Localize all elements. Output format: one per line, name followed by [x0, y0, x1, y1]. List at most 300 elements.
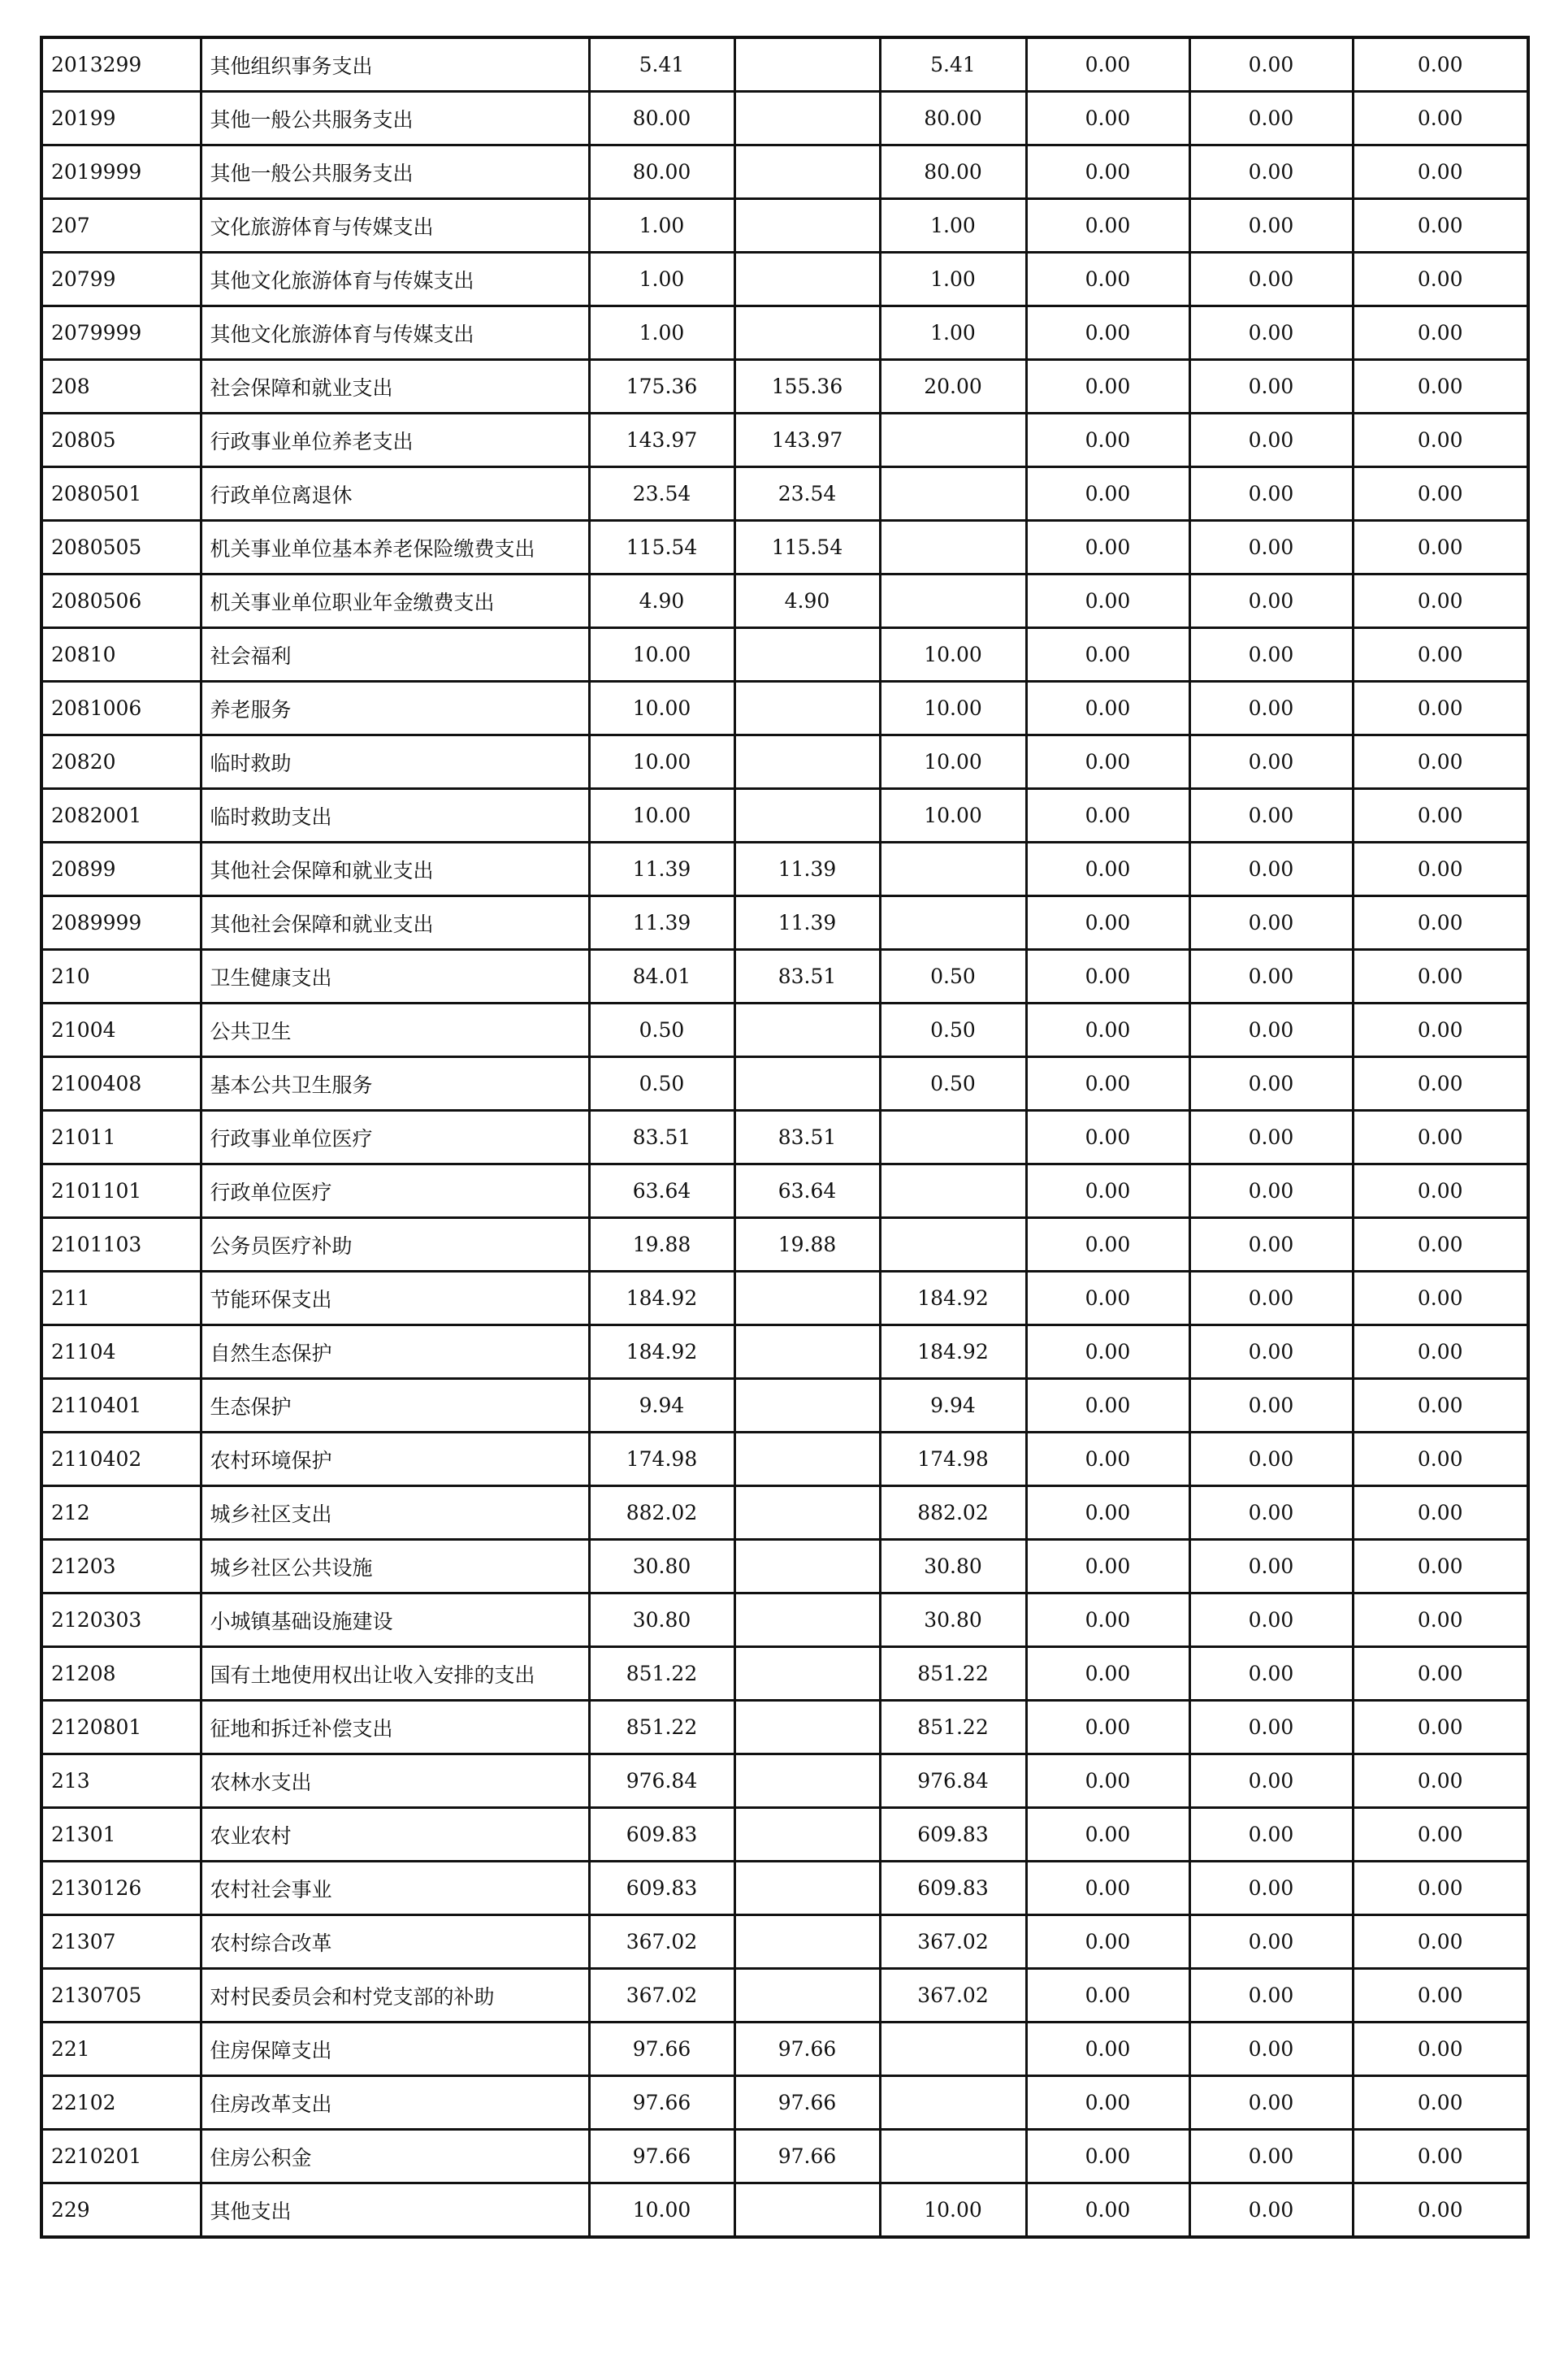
- subject-code-cell: 2130705: [41, 1969, 201, 2023]
- other-amount-1-cell: 0.00: [1026, 37, 1189, 92]
- other-amount-3-cell: 0.00: [1353, 1218, 1528, 1272]
- other-amount-3-cell: 0.00: [1353, 735, 1528, 789]
- other-amount-2-cell: 0.00: [1189, 306, 1353, 360]
- other-amount-2-cell: 0.00: [1189, 1862, 1353, 1915]
- other-amount-3-cell: 0.00: [1353, 1701, 1528, 1754]
- project-expenditure-cell: 1.00: [880, 253, 1026, 306]
- other-amount-2-cell: 0.00: [1189, 896, 1353, 950]
- project-expenditure-cell: 0.50: [880, 1004, 1026, 1057]
- other-amount-1-cell: 0.00: [1026, 1647, 1189, 1701]
- project-expenditure-cell: 1.00: [880, 306, 1026, 360]
- total-amount-cell: 11.39: [589, 896, 734, 950]
- project-expenditure-cell: 10.00: [880, 628, 1026, 682]
- other-amount-1-cell: 0.00: [1026, 2130, 1189, 2183]
- basic-expenditure-cell: [734, 1862, 880, 1915]
- other-amount-1-cell: 0.00: [1026, 735, 1189, 789]
- subject-code-cell: 2082001: [41, 789, 201, 843]
- other-amount-2-cell: 0.00: [1189, 735, 1353, 789]
- other-amount-1-cell: 0.00: [1026, 1593, 1189, 1647]
- table-row: [41, 2130, 1528, 2183]
- other-amount-3-cell: 0.00: [1353, 1969, 1528, 2023]
- total-amount-cell: 23.54: [589, 467, 734, 521]
- table-row: [41, 1915, 1528, 1969]
- total-amount-cell: 367.02: [589, 1915, 734, 1969]
- total-amount-cell: 11.39: [589, 843, 734, 896]
- subject-name-cell: 临时救助: [201, 735, 589, 789]
- other-amount-2-cell: 0.00: [1189, 1969, 1353, 2023]
- other-amount-3-cell: 0.00: [1353, 1808, 1528, 1862]
- other-amount-1-cell: 0.00: [1026, 360, 1189, 414]
- other-amount-1-cell: 0.00: [1026, 145, 1189, 199]
- other-amount-3-cell: 0.00: [1353, 306, 1528, 360]
- subject-code-cell: 213: [41, 1754, 201, 1808]
- table-row: [41, 896, 1528, 950]
- subject-name-cell: 其他组织事务支出: [201, 37, 589, 92]
- project-expenditure-cell: [880, 574, 1026, 628]
- other-amount-3-cell: 0.00: [1353, 1647, 1528, 1701]
- other-amount-2-cell: 0.00: [1189, 1218, 1353, 1272]
- subject-code-cell: 2110402: [41, 1433, 201, 1486]
- total-amount-cell: 63.64: [589, 1164, 734, 1218]
- other-amount-3-cell: 0.00: [1353, 1862, 1528, 1915]
- other-amount-3-cell: 0.00: [1353, 2023, 1528, 2076]
- project-expenditure-cell: 976.84: [880, 1754, 1026, 1808]
- total-amount-cell: 184.92: [589, 1272, 734, 1325]
- basic-expenditure-cell: [734, 2183, 880, 2238]
- table-row: [41, 1004, 1528, 1057]
- project-expenditure-cell: 851.22: [880, 1701, 1026, 1754]
- total-amount-cell: 10.00: [589, 2183, 734, 2238]
- other-amount-1-cell: 0.00: [1026, 1164, 1189, 1218]
- subject-code-cell: 2120801: [41, 1701, 201, 1754]
- table-row: [41, 92, 1528, 145]
- subject-code-cell: 2080501: [41, 467, 201, 521]
- other-amount-1-cell: 0.00: [1026, 950, 1189, 1004]
- other-amount-2-cell: 0.00: [1189, 1433, 1353, 1486]
- other-amount-2-cell: 0.00: [1189, 37, 1353, 92]
- other-amount-1-cell: 0.00: [1026, 521, 1189, 574]
- subject-code-cell: 21307: [41, 1915, 201, 1969]
- other-amount-2-cell: 0.00: [1189, 199, 1353, 253]
- subject-name-cell: 行政事业单位医疗: [201, 1111, 589, 1164]
- other-amount-2-cell: 0.00: [1189, 1004, 1353, 1057]
- subject-code-cell: 208: [41, 360, 201, 414]
- total-amount-cell: 175.36: [589, 360, 734, 414]
- basic-expenditure-cell: 11.39: [734, 896, 880, 950]
- total-amount-cell: 30.80: [589, 1593, 734, 1647]
- subject-name-cell: 住房保障支出: [201, 2023, 589, 2076]
- table-row: [41, 521, 1528, 574]
- other-amount-3-cell: 0.00: [1353, 1057, 1528, 1111]
- subject-name-cell: 公务员医疗补助: [201, 1218, 589, 1272]
- other-amount-1-cell: 0.00: [1026, 1272, 1189, 1325]
- basic-expenditure-cell: [734, 1969, 880, 2023]
- table-row: [41, 1647, 1528, 1701]
- subject-name-cell: 公共卫生: [201, 1004, 589, 1057]
- other-amount-3-cell: 0.00: [1353, 682, 1528, 735]
- basic-expenditure-cell: 97.66: [734, 2130, 880, 2183]
- other-amount-3-cell: 0.00: [1353, 360, 1528, 414]
- other-amount-2-cell: 0.00: [1189, 1808, 1353, 1862]
- project-expenditure-cell: 30.80: [880, 1540, 1026, 1593]
- subject-code-cell: 212: [41, 1486, 201, 1540]
- subject-code-cell: 20810: [41, 628, 201, 682]
- basic-expenditure-cell: 83.51: [734, 1111, 880, 1164]
- other-amount-3-cell: 0.00: [1353, 950, 1528, 1004]
- other-amount-3-cell: 0.00: [1353, 145, 1528, 199]
- subject-name-cell: 节能环保支出: [201, 1272, 589, 1325]
- other-amount-1-cell: 0.00: [1026, 896, 1189, 950]
- subject-name-cell: 其他文化旅游体育与传媒支出: [201, 253, 589, 306]
- subject-name-cell: 机关事业单位职业年金缴费支出: [201, 574, 589, 628]
- other-amount-2-cell: 0.00: [1189, 360, 1353, 414]
- project-expenditure-cell: 20.00: [880, 360, 1026, 414]
- other-amount-2-cell: 0.00: [1189, 1486, 1353, 1540]
- other-amount-1-cell: 0.00: [1026, 1915, 1189, 1969]
- other-amount-1-cell: 0.00: [1026, 1969, 1189, 2023]
- basic-expenditure-cell: [734, 1379, 880, 1433]
- basic-expenditure-cell: [734, 1701, 880, 1754]
- basic-expenditure-cell: 155.36: [734, 360, 880, 414]
- subject-name-cell: 卫生健康支出: [201, 950, 589, 1004]
- table-row: [41, 37, 1528, 92]
- other-amount-2-cell: 0.00: [1189, 1754, 1353, 1808]
- other-amount-3-cell: 0.00: [1353, 1325, 1528, 1379]
- table-row: [41, 1218, 1528, 1272]
- table-row: [41, 682, 1528, 735]
- budget-table-page: [40, 36, 1527, 2239]
- subject-name-cell: 行政单位离退休: [201, 467, 589, 521]
- basic-expenditure-cell: [734, 1808, 880, 1862]
- other-amount-2-cell: 0.00: [1189, 1057, 1353, 1111]
- subject-code-cell: 2080505: [41, 521, 201, 574]
- total-amount-cell: 0.50: [589, 1057, 734, 1111]
- subject-name-cell: 小城镇基础设施建设: [201, 1593, 589, 1647]
- other-amount-1-cell: 0.00: [1026, 1754, 1189, 1808]
- basic-expenditure-cell: 19.88: [734, 1218, 880, 1272]
- basic-expenditure-cell: 4.90: [734, 574, 880, 628]
- subject-code-cell: 21301: [41, 1808, 201, 1862]
- total-amount-cell: 5.41: [589, 37, 734, 92]
- subject-name-cell: 行政事业单位养老支出: [201, 414, 589, 467]
- table-row: [41, 467, 1528, 521]
- basic-expenditure-cell: [734, 199, 880, 253]
- project-expenditure-cell: 9.94: [880, 1379, 1026, 1433]
- total-amount-cell: 10.00: [589, 735, 734, 789]
- project-expenditure-cell: [880, 2130, 1026, 2183]
- project-expenditure-cell: [880, 1218, 1026, 1272]
- total-amount-cell: 0.50: [589, 1004, 734, 1057]
- subject-name-cell: 其他一般公共服务支出: [201, 145, 589, 199]
- other-amount-1-cell: 0.00: [1026, 1379, 1189, 1433]
- table-row: [41, 360, 1528, 414]
- subject-code-cell: 20899: [41, 843, 201, 896]
- other-amount-2-cell: 0.00: [1189, 789, 1353, 843]
- project-expenditure-cell: [880, 843, 1026, 896]
- total-amount-cell: 4.90: [589, 574, 734, 628]
- project-expenditure-cell: 367.02: [880, 1969, 1026, 2023]
- subject-name-cell: 社会福利: [201, 628, 589, 682]
- basic-expenditure-cell: [734, 1004, 880, 1057]
- other-amount-1-cell: 0.00: [1026, 414, 1189, 467]
- project-expenditure-cell: 851.22: [880, 1647, 1026, 1701]
- subject-code-cell: 2080506: [41, 574, 201, 628]
- other-amount-1-cell: 0.00: [1026, 1111, 1189, 1164]
- subject-code-cell: 2089999: [41, 896, 201, 950]
- project-expenditure-cell: 1.00: [880, 199, 1026, 253]
- total-amount-cell: 976.84: [589, 1754, 734, 1808]
- basic-expenditure-cell: [734, 628, 880, 682]
- project-expenditure-cell: 0.50: [880, 950, 1026, 1004]
- subject-name-cell: 征地和拆迁补偿支出: [201, 1701, 589, 1754]
- subject-name-cell: 农村综合改革: [201, 1915, 589, 1969]
- basic-expenditure-cell: 115.54: [734, 521, 880, 574]
- subject-code-cell: 2101103: [41, 1218, 201, 1272]
- subject-name-cell: 农林水支出: [201, 1754, 589, 1808]
- basic-expenditure-cell: [734, 1540, 880, 1593]
- other-amount-2-cell: 0.00: [1189, 414, 1353, 467]
- subject-name-cell: 住房公积金: [201, 2130, 589, 2183]
- subject-code-cell: 221: [41, 2023, 201, 2076]
- table-row: [41, 1754, 1528, 1808]
- other-amount-3-cell: 0.00: [1353, 1164, 1528, 1218]
- other-amount-1-cell: 0.00: [1026, 1218, 1189, 1272]
- basic-expenditure-cell: [734, 92, 880, 145]
- table-row: [41, 735, 1528, 789]
- basic-expenditure-cell: [734, 682, 880, 735]
- total-amount-cell: 97.66: [589, 2130, 734, 2183]
- subject-code-cell: 2013299: [41, 37, 201, 92]
- other-amount-2-cell: 0.00: [1189, 682, 1353, 735]
- total-amount-cell: 19.88: [589, 1218, 734, 1272]
- project-expenditure-cell: [880, 2076, 1026, 2130]
- total-amount-cell: 10.00: [589, 789, 734, 843]
- subject-name-cell: 其他社会保障和就业支出: [201, 843, 589, 896]
- other-amount-2-cell: 0.00: [1189, 628, 1353, 682]
- other-amount-2-cell: 0.00: [1189, 1325, 1353, 1379]
- subject-code-cell: 2019999: [41, 145, 201, 199]
- subject-code-cell: 2120303: [41, 1593, 201, 1647]
- other-amount-2-cell: 0.00: [1189, 950, 1353, 1004]
- other-amount-2-cell: 0.00: [1189, 1593, 1353, 1647]
- subject-code-cell: 20820: [41, 735, 201, 789]
- total-amount-cell: 1.00: [589, 199, 734, 253]
- basic-expenditure-cell: [734, 1915, 880, 1969]
- other-amount-3-cell: 0.00: [1353, 843, 1528, 896]
- other-amount-1-cell: 0.00: [1026, 1433, 1189, 1486]
- project-expenditure-cell: [880, 896, 1026, 950]
- project-expenditure-cell: 184.92: [880, 1272, 1026, 1325]
- other-amount-1-cell: 0.00: [1026, 1057, 1189, 1111]
- other-amount-2-cell: 0.00: [1189, 2076, 1353, 2130]
- table-row: [41, 1433, 1528, 1486]
- other-amount-2-cell: 0.00: [1189, 1915, 1353, 1969]
- other-amount-3-cell: 0.00: [1353, 628, 1528, 682]
- subject-name-cell: 城乡社区支出: [201, 1486, 589, 1540]
- table-row: [41, 1593, 1528, 1647]
- other-amount-3-cell: 0.00: [1353, 92, 1528, 145]
- other-amount-3-cell: 0.00: [1353, 1486, 1528, 1540]
- subject-name-cell: 基本公共卫生服务: [201, 1057, 589, 1111]
- other-amount-1-cell: 0.00: [1026, 1808, 1189, 1862]
- other-amount-2-cell: 0.00: [1189, 521, 1353, 574]
- other-amount-1-cell: 0.00: [1026, 2023, 1189, 2076]
- basic-expenditure-cell: 11.39: [734, 843, 880, 896]
- project-expenditure-cell: [880, 414, 1026, 467]
- subject-code-cell: 2130126: [41, 1862, 201, 1915]
- basic-expenditure-cell: [734, 1647, 880, 1701]
- basic-expenditure-cell: [734, 1754, 880, 1808]
- subject-name-cell: 自然生态保护: [201, 1325, 589, 1379]
- subject-name-cell: 对村民委员会和村党支部的补助: [201, 1969, 589, 2023]
- other-amount-1-cell: 0.00: [1026, 1540, 1189, 1593]
- subject-code-cell: 207: [41, 199, 201, 253]
- total-amount-cell: 882.02: [589, 1486, 734, 1540]
- other-amount-2-cell: 0.00: [1189, 1272, 1353, 1325]
- project-expenditure-cell: 174.98: [880, 1433, 1026, 1486]
- basic-expenditure-cell: 83.51: [734, 950, 880, 1004]
- other-amount-2-cell: 0.00: [1189, 253, 1353, 306]
- other-amount-1-cell: 0.00: [1026, 92, 1189, 145]
- subject-code-cell: 21004: [41, 1004, 201, 1057]
- table-row: [41, 628, 1528, 682]
- table-row: [41, 2076, 1528, 2130]
- project-expenditure-cell: 80.00: [880, 92, 1026, 145]
- other-amount-3-cell: 0.00: [1353, 2076, 1528, 2130]
- total-amount-cell: 143.97: [589, 414, 734, 467]
- subject-code-cell: 211: [41, 1272, 201, 1325]
- subject-name-cell: 农业农村: [201, 1808, 589, 1862]
- subject-code-cell: 21208: [41, 1647, 201, 1701]
- expenditure-table: [40, 36, 1530, 2239]
- subject-name-cell: 行政单位医疗: [201, 1164, 589, 1218]
- total-amount-cell: 10.00: [589, 682, 734, 735]
- subject-code-cell: 20199: [41, 92, 201, 145]
- subject-code-cell: 2081006: [41, 682, 201, 735]
- total-amount-cell: 97.66: [589, 2076, 734, 2130]
- subject-name-cell: 养老服务: [201, 682, 589, 735]
- basic-expenditure-cell: 23.54: [734, 467, 880, 521]
- table-row: [41, 253, 1528, 306]
- total-amount-cell: 80.00: [589, 145, 734, 199]
- total-amount-cell: 609.83: [589, 1808, 734, 1862]
- table-row: [41, 2183, 1528, 2238]
- other-amount-2-cell: 0.00: [1189, 1540, 1353, 1593]
- table-row: [41, 1808, 1528, 1862]
- basic-expenditure-cell: [734, 253, 880, 306]
- project-expenditure-cell: 184.92: [880, 1325, 1026, 1379]
- total-amount-cell: 97.66: [589, 2023, 734, 2076]
- other-amount-2-cell: 0.00: [1189, 1111, 1353, 1164]
- project-expenditure-cell: 609.83: [880, 1808, 1026, 1862]
- other-amount-1-cell: 0.00: [1026, 2076, 1189, 2130]
- subject-name-cell: 农村环境保护: [201, 1433, 589, 1486]
- basic-expenditure-cell: 143.97: [734, 414, 880, 467]
- other-amount-3-cell: 0.00: [1353, 467, 1528, 521]
- total-amount-cell: 1.00: [589, 253, 734, 306]
- total-amount-cell: 367.02: [589, 1969, 734, 2023]
- other-amount-1-cell: 0.00: [1026, 1004, 1189, 1057]
- basic-expenditure-cell: 97.66: [734, 2076, 880, 2130]
- other-amount-1-cell: 0.00: [1026, 628, 1189, 682]
- subject-code-cell: 229: [41, 2183, 201, 2238]
- other-amount-1-cell: 0.00: [1026, 1325, 1189, 1379]
- other-amount-2-cell: 0.00: [1189, 2130, 1353, 2183]
- other-amount-1-cell: 0.00: [1026, 1486, 1189, 1540]
- subject-code-cell: 20799: [41, 253, 201, 306]
- subject-code-cell: 2100408: [41, 1057, 201, 1111]
- project-expenditure-cell: 367.02: [880, 1915, 1026, 1969]
- other-amount-2-cell: 0.00: [1189, 843, 1353, 896]
- total-amount-cell: 184.92: [589, 1325, 734, 1379]
- subject-name-cell: 国有土地使用权出让收入安排的支出: [201, 1647, 589, 1701]
- total-amount-cell: 115.54: [589, 521, 734, 574]
- other-amount-1-cell: 0.00: [1026, 789, 1189, 843]
- other-amount-3-cell: 0.00: [1353, 199, 1528, 253]
- other-amount-3-cell: 0.00: [1353, 574, 1528, 628]
- table-row: [41, 950, 1528, 1004]
- table-body: [41, 37, 1528, 2237]
- subject-name-cell: 其他一般公共服务支出: [201, 92, 589, 145]
- total-amount-cell: 80.00: [589, 92, 734, 145]
- total-amount-cell: 1.00: [589, 306, 734, 360]
- project-expenditure-cell: 5.41: [880, 37, 1026, 92]
- other-amount-2-cell: 0.00: [1189, 92, 1353, 145]
- other-amount-3-cell: 0.00: [1353, 1004, 1528, 1057]
- project-expenditure-cell: 10.00: [880, 789, 1026, 843]
- table-row: [41, 789, 1528, 843]
- basic-expenditure-cell: [734, 145, 880, 199]
- other-amount-3-cell: 0.00: [1353, 414, 1528, 467]
- subject-code-cell: 2210201: [41, 2130, 201, 2183]
- other-amount-3-cell: 0.00: [1353, 1379, 1528, 1433]
- other-amount-3-cell: 0.00: [1353, 521, 1528, 574]
- total-amount-cell: 10.00: [589, 628, 734, 682]
- project-expenditure-cell: 882.02: [880, 1486, 1026, 1540]
- basic-expenditure-cell: [734, 306, 880, 360]
- subject-name-cell: 生态保护: [201, 1379, 589, 1433]
- project-expenditure-cell: [880, 1111, 1026, 1164]
- other-amount-3-cell: 0.00: [1353, 1540, 1528, 1593]
- project-expenditure-cell: [880, 1164, 1026, 1218]
- basic-expenditure-cell: [734, 1272, 880, 1325]
- other-amount-2-cell: 0.00: [1189, 574, 1353, 628]
- table-row: [41, 199, 1528, 253]
- table-row: [41, 843, 1528, 896]
- subject-name-cell: 其他社会保障和就业支出: [201, 896, 589, 950]
- basic-expenditure-cell: [734, 735, 880, 789]
- other-amount-1-cell: 0.00: [1026, 1701, 1189, 1754]
- table-row: [41, 306, 1528, 360]
- project-expenditure-cell: [880, 2023, 1026, 2076]
- other-amount-3-cell: 0.00: [1353, 253, 1528, 306]
- other-amount-2-cell: 0.00: [1189, 145, 1353, 199]
- table-row: [41, 574, 1528, 628]
- project-expenditure-cell: 10.00: [880, 682, 1026, 735]
- subject-code-cell: 2101101: [41, 1164, 201, 1218]
- project-expenditure-cell: 609.83: [880, 1862, 1026, 1915]
- other-amount-2-cell: 0.00: [1189, 1379, 1353, 1433]
- basic-expenditure-cell: [734, 1486, 880, 1540]
- basic-expenditure-cell: 97.66: [734, 2023, 880, 2076]
- other-amount-2-cell: 0.00: [1189, 2023, 1353, 2076]
- other-amount-3-cell: 0.00: [1353, 37, 1528, 92]
- other-amount-3-cell: 0.00: [1353, 2183, 1528, 2238]
- other-amount-3-cell: 0.00: [1353, 2130, 1528, 2183]
- basic-expenditure-cell: [734, 37, 880, 92]
- subject-code-cell: 2110401: [41, 1379, 201, 1433]
- table-row: [41, 1486, 1528, 1540]
